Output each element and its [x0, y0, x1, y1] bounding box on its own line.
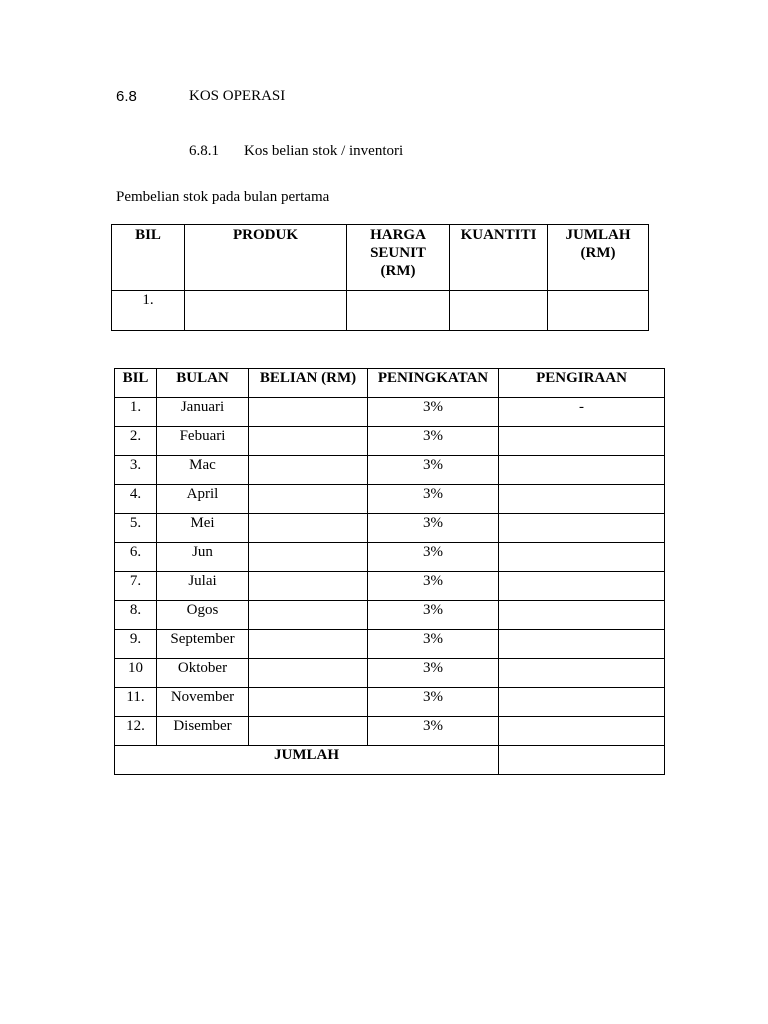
cell-belian	[249, 572, 368, 601]
total-value	[499, 746, 665, 775]
subsection-title: Kos belian stok / inventori	[244, 143, 404, 159]
cell-pengiraan	[499, 630, 665, 659]
cell-belian	[249, 630, 368, 659]
section-title: KOS OPERASI	[189, 88, 286, 104]
cell-bulan: Mei	[157, 514, 249, 543]
cell-produk	[185, 291, 347, 331]
header-bil: BIL	[112, 225, 185, 291]
table-row	[115, 659, 665, 688]
cell-peningkatan: 3%	[368, 688, 499, 717]
cell-peningkatan: 3%	[368, 630, 499, 659]
cell-bil: 7.	[115, 572, 157, 601]
header-belian: BELIAN (RM)	[249, 369, 368, 398]
cell-belian	[249, 601, 368, 630]
cell-bulan: Ogos	[157, 601, 249, 630]
cell-peningkatan: 3%	[368, 717, 499, 746]
table-row	[115, 485, 665, 514]
intro-text: Pembelian stok pada bulan pertama	[116, 189, 330, 205]
cell-peningkatan: 3%	[368, 543, 499, 572]
table-row	[115, 543, 665, 572]
table-row	[115, 572, 665, 601]
table-header-row	[115, 369, 665, 398]
table-row	[115, 427, 665, 456]
table-row	[115, 630, 665, 659]
cell-belian	[249, 717, 368, 746]
header-produk: PRODUK	[185, 225, 347, 291]
cell-bil: 5.	[115, 514, 157, 543]
cell-belian	[249, 456, 368, 485]
table-row	[115, 398, 665, 427]
cell-belian	[249, 688, 368, 717]
cell-bil: 3.	[115, 456, 157, 485]
cell-harga	[347, 291, 450, 331]
total-label: JUMLAH	[115, 746, 499, 775]
cell-peningkatan: 3%	[368, 485, 499, 514]
cell-belian	[249, 485, 368, 514]
cell-pengiraan	[499, 659, 665, 688]
cell-bil: 10	[115, 659, 157, 688]
table-row	[115, 456, 665, 485]
header-kuantiti: KUANTITI	[450, 225, 548, 291]
cell-pengiraan	[499, 514, 665, 543]
cell-belian	[249, 659, 368, 688]
header-pengiraan: PENGIRAAN	[499, 369, 665, 398]
table-row	[115, 601, 665, 630]
cell-bil: 8.	[115, 601, 157, 630]
cell-peningkatan: 3%	[368, 456, 499, 485]
cell-pengiraan	[499, 456, 665, 485]
cell-bulan: Disember	[157, 717, 249, 746]
table-row	[112, 291, 649, 331]
section-number: 6.8	[116, 88, 137, 105]
cell-bil: 9.	[115, 630, 157, 659]
cell-bulan: Jun	[157, 543, 249, 572]
cell-bulan: Oktober	[157, 659, 249, 688]
cell-bulan: November	[157, 688, 249, 717]
cell-peningkatan: 3%	[368, 601, 499, 630]
cell-pengiraan	[499, 427, 665, 456]
cell-pengiraan	[499, 543, 665, 572]
cell-belian	[249, 543, 368, 572]
cell-peningkatan: 3%	[368, 572, 499, 601]
header-bulan: BULAN	[157, 369, 249, 398]
cell-bulan: Julai	[157, 572, 249, 601]
header-jumlah: JUMLAH (RM)	[548, 225, 649, 291]
cell-peningkatan: 3%	[368, 659, 499, 688]
header-harga-seunit: HARGA SEUNIT (RM)	[347, 225, 450, 291]
cell-bil: 11.	[115, 688, 157, 717]
cell-bulan: Febuari	[157, 427, 249, 456]
cell-bil: 1.	[112, 291, 185, 331]
cell-belian	[249, 427, 368, 456]
table-row	[115, 717, 665, 746]
cell-bulan: Januari	[157, 398, 249, 427]
cell-kuantiti	[450, 291, 548, 331]
monthly-purchase-table	[114, 368, 665, 775]
cell-pengiraan	[499, 717, 665, 746]
cell-pengiraan	[499, 688, 665, 717]
cell-bulan: Mac	[157, 456, 249, 485]
header-bil: BIL	[115, 369, 157, 398]
cell-bil: 4.	[115, 485, 157, 514]
cell-peningkatan: 3%	[368, 514, 499, 543]
cell-belian	[249, 398, 368, 427]
cell-pengiraan	[499, 601, 665, 630]
table-row	[115, 688, 665, 717]
cell-bulan: September	[157, 630, 249, 659]
cell-bil: 2.	[115, 427, 157, 456]
cell-bil: 6.	[115, 543, 157, 572]
cell-pengiraan: -	[499, 398, 665, 427]
cell-pengiraan	[499, 572, 665, 601]
cell-bulan: April	[157, 485, 249, 514]
cell-belian	[249, 514, 368, 543]
header-peningkatan: PENINGKATAN	[368, 369, 499, 398]
cell-pengiraan	[499, 485, 665, 514]
cell-jumlah	[548, 291, 649, 331]
subsection-number: 6.8.1	[189, 143, 219, 159]
cell-peningkatan: 3%	[368, 427, 499, 456]
cell-bil: 1.	[115, 398, 157, 427]
stock-purchase-table	[111, 224, 649, 331]
total-row	[115, 746, 665, 775]
cell-peningkatan: 3%	[368, 398, 499, 427]
table-header-row	[112, 225, 649, 291]
cell-bil: 12.	[115, 717, 157, 746]
table-row	[115, 514, 665, 543]
